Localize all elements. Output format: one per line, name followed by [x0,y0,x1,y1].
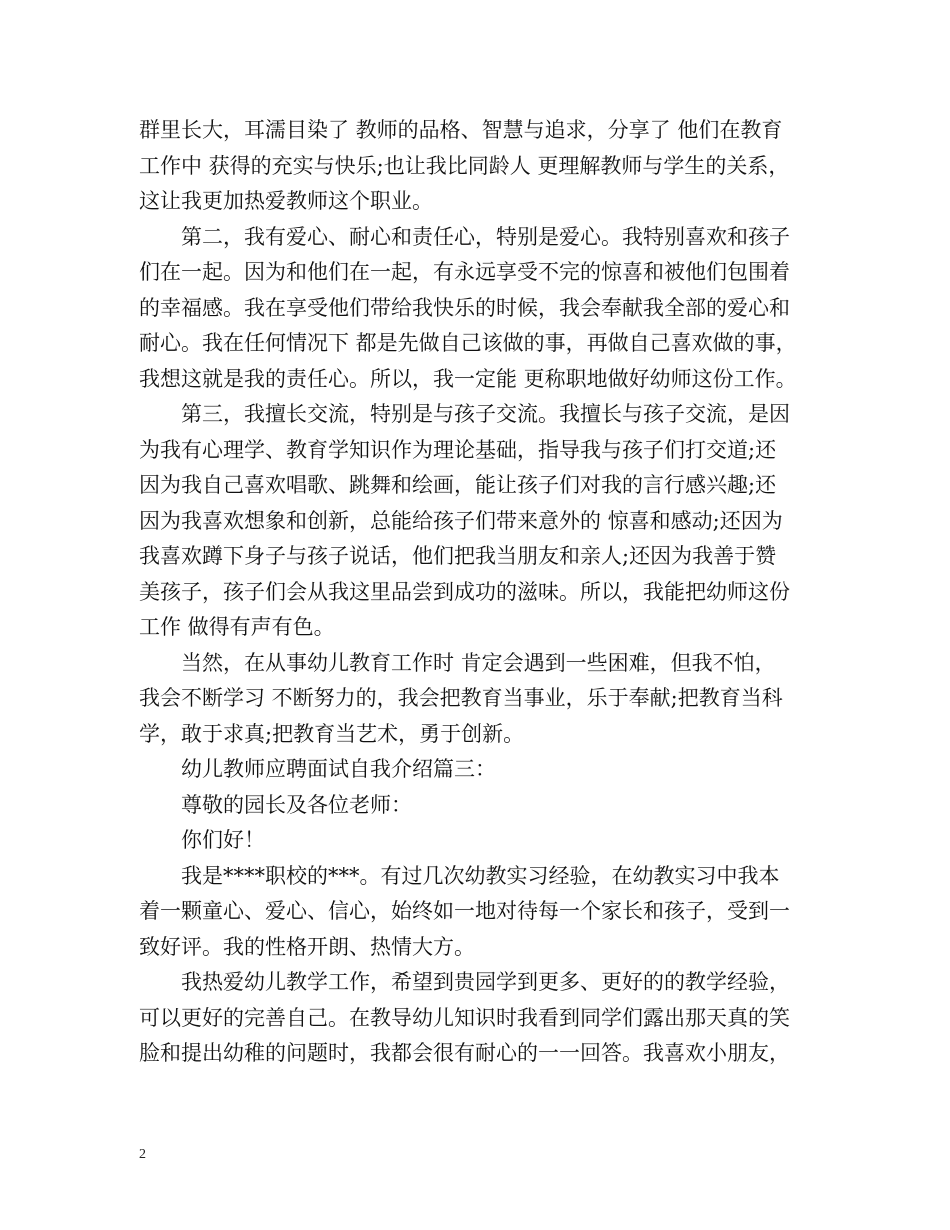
text-line: 你们好！ [181,828,265,852]
text-line: 们在一起。因为和他们在一起，有永远享受不完的惊喜和被他们包围着 [139,260,790,284]
text-line: 这让我更加热爱教师这个职业。 [139,189,433,213]
text-line: 幼儿教师应聘面试自我介绍篇三： [181,757,496,781]
text-line: 我热爱幼儿教学工作，希望到贵园学到更多、更好的的教学经验， [181,970,790,994]
text-line: 因为我自己喜欢唱歌、跳舞和绘画，能让孩子们对我的言行感兴趣;还 [139,473,777,497]
text-line: 脸和提出幼稚的问题时，我都会很有耐心的一一回答。我喜欢小朋友， [139,1041,790,1065]
text-line: 工作中 获得的充实与快乐;也让我比同龄人 更理解教师与学生的关系， [139,153,790,178]
document-body [139,113,815,1072]
text-line: 尊敬的园长及各位老师： [181,792,412,817]
text-line: 为我有心理学、教育学知识作为理论基础，指导我与孩子们打交道;还 [139,437,777,462]
text-line: 耐心。我在任何情况下 都是先做自己该做的事，再做自己喜欢做的事， [139,331,797,355]
text-line: 学，敢于求真;把教育当艺术，勇于创新。 [139,721,525,746]
text-line: 我会不断学习 不断努力的，我会把教育当事业，乐于奉献;把教育当科 [139,686,783,710]
text-line: 群里长大，耳濡目染了 教师的品格、智慧与追求，分享了 他们在教育 [139,118,783,142]
text-line: 的幸福感。我在享受他们带给我快乐的时候，我会奉献我全部的爱心和 [139,295,790,320]
text-line: 我喜欢蹲下身子与孩子说话，他们把我当朋友和亲人;还因为我善于赞 [139,544,777,568]
page-number: 2 [139,1147,146,1162]
text-line: 美孩子，孩子们会从我这里品尝到成功的滋味。所以，我能把幼师这份 [139,579,790,604]
text-line: 工作 做得有声有色。 [139,615,335,639]
text-line: 我是****职校的***。有过几次幼教实习经验，在幼教实习中我本 [181,863,780,888]
text-line: 可以更好的完善自己。在教导幼儿知识时我看到同学们露出那天真的笑 [139,1005,790,1030]
text-line: 第二，我有爱心、耐心和责任心，特别是爱心。我特别喜欢和孩子 [181,224,790,249]
text-line: 着一颗童心、爱心、信心，始终如一地对待每一个家长和孩子，受到一 [139,899,790,923]
text-line: 当然，在从事幼儿教育工作时 肯定会遇到一些困难，但我不怕， [181,650,776,675]
text-line: 我想这就是我的责任心。所以，我一定能 更称职地做好幼师这份工作。 [139,366,797,391]
text-line: 因为我喜欢想象和创新，总能给孩子们带来意外的 惊喜和感动;还因为 [139,508,783,533]
text-line: 第三，我擅长交流，特别是与孩子交流。我擅长与孩子交流，是因 [181,402,790,426]
text-line: 致好评。我的性格开朗、热情大方。 [139,934,475,959]
